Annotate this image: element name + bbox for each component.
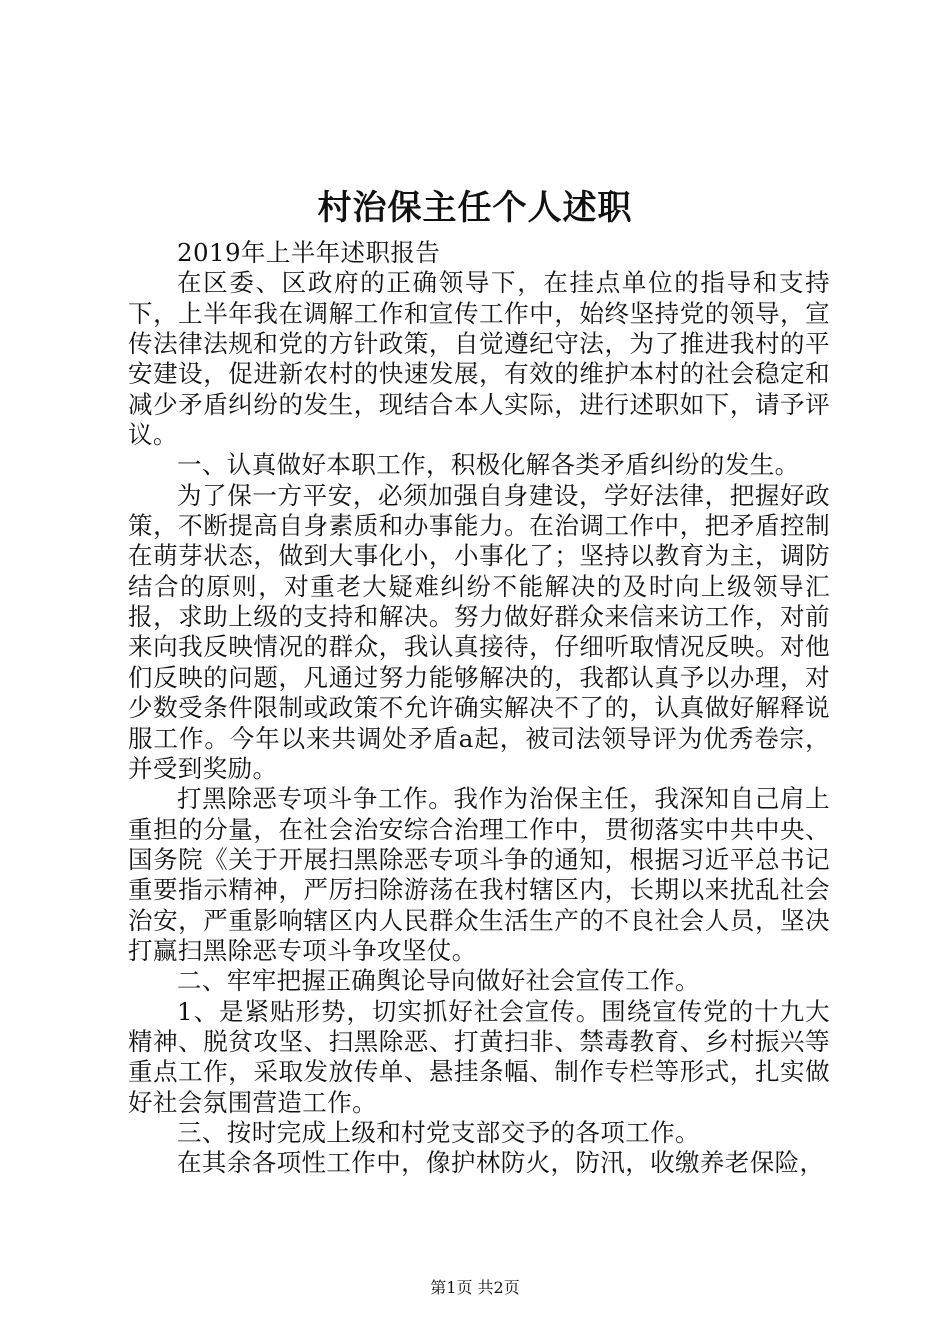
section-heading-1: 一、认真做好本职工作，积极化解各类矛盾纠纷的发生。 [177,450,800,480]
document-title: 村治保主任个人述职 [317,188,633,228]
paragraph-other-work: 在其余各项性工作中，像护林防火，防汛，收缴养老保险， [177,1148,825,1178]
paragraph-publicity: 1、是紧贴形势，切实抓好社会宣传。围绕宣传党的十九大精神、脱贫攻坚、扫黑除恶、打黄扫非、禁毒教育、乡村振兴等重点工作，采取发放传单、悬挂条幅、制作专栏等形式，扎实做好社会氛围营造工作。 [128,996,830,1117]
paragraph-anti-crime: 打黑除恶专项斗争工作。我作为治保主任，我深知自己肩上重担的分量，在社会治安综合治理工作中，贯彻落实中共中央、国务院《关于开展扫黑除恶专项斗争的通知，根据习近平总书记重要指示精神，严厉扫除游荡在我村辖区内，长期以来扰乱社会治安，严重影响辖区内人民群众生活生产的不良社会人员，坚决打赢扫黑除恶专项斗争攻坚仗。 [128,784,830,965]
paragraph-subtitle: 2019年上半年述职报告 [177,238,441,267]
paragraph-mediation: 为了保一方平安，必须加强自身建设，学好法律，把握好政策，不断提高自身素质和办事能力。在治调工作中，把矛盾控制在萌芽状态，做到大事化小，小事化了；坚持以教育为主，调防结合的原则，对重老大疑难纠纷不能解决的及时向上级领导汇报，求助上级的支持和解决。努力做好群众来信来访工作，对前来向我反映情况的群众，我认真接待，仔细听取情况反映。对他们反映的问题，凡通过努力能够解决的，我都认真予以办理，对少数受条件限制或政策不允许确实解决不了的，认真做好解释说服工作。今年以来共调处矛盾a起，被司法领导评为优秀卷宗，并受到奖励。 [128,480,830,783]
document-body [128,238,830,1179]
page-number-footer: 第1页 共2页 [430,1278,520,1297]
section-heading-3: 三、按时完成上级和村党支部交予的各项工作。 [177,1117,700,1147]
section-heading-2: 二、牢牢把握正确舆论导向做好社会宣传工作。 [177,966,700,996]
paragraph-intro: 在区委、区政府的正确领导下，在挂点单位的指导和支持下，上半年我在调解工作和宣传工作中，始终坚持党的领导，宣传法律法规和党的方针政策，自觉遵纪守法，为了推进我村的平安建设，促进新农村的快速发展，有效的维护本村的社会稳定和减少矛盾纠纷的发生，现结合本人实际，进行述职如下，请予评议。 [128,268,830,450]
